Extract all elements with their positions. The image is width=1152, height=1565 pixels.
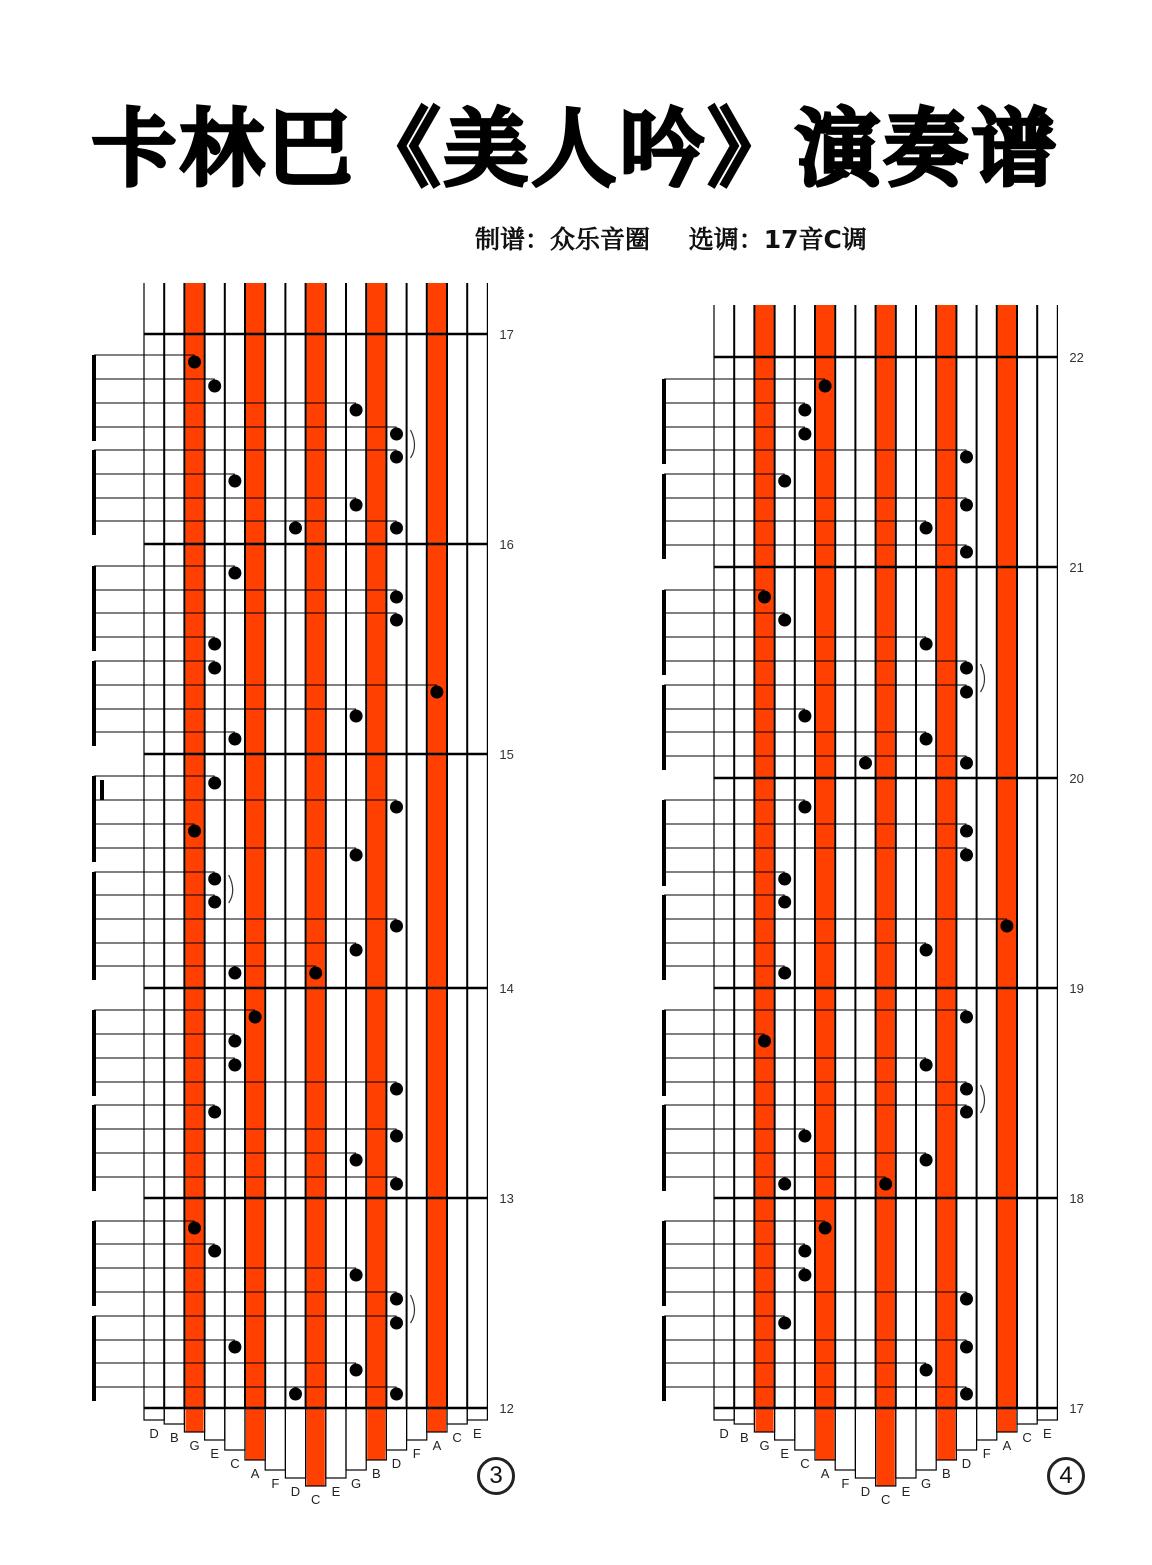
orange-key-bar [307, 283, 325, 1486]
measure-number: 14 [499, 981, 514, 996]
note-dot [798, 428, 811, 441]
orange-key-bar [998, 305, 1016, 1432]
arpeggio-bracket [411, 1295, 415, 1323]
key-stub [407, 1408, 427, 1440]
key-label: F [412, 1446, 421, 1461]
orange-key-bar [428, 283, 446, 1432]
key-label: E [901, 1484, 911, 1499]
key-label: E [210, 1446, 220, 1461]
tab-staff-page-4 [570, 0, 1130, 1565]
note-dot [289, 522, 302, 535]
key-label: G [189, 1438, 200, 1453]
note-dot [798, 801, 811, 814]
measure-number: 15 [499, 747, 514, 762]
key-label: D [860, 1484, 871, 1499]
note-dot [778, 1317, 791, 1330]
note-dot [208, 1245, 221, 1258]
key-stub [956, 1408, 976, 1450]
note-dot [778, 967, 791, 980]
note-dot [960, 686, 973, 699]
key-stub [144, 1408, 164, 1420]
key-label: D [290, 1484, 301, 1499]
key-label: F [982, 1446, 991, 1461]
key-label: B [739, 1430, 749, 1445]
note-dot [920, 944, 933, 957]
key-label: A [1002, 1438, 1012, 1453]
note-dot [350, 710, 363, 723]
note-dot [249, 1011, 262, 1024]
note-dot [390, 1293, 403, 1306]
key-stub [467, 1408, 487, 1420]
key-stub [447, 1408, 467, 1424]
measure-number: 12 [499, 1401, 514, 1416]
key-stub [1017, 1408, 1037, 1424]
note-dot [390, 920, 403, 933]
note-dot [960, 825, 973, 838]
note-dot [390, 1130, 403, 1143]
measure-number: 22 [1069, 350, 1084, 365]
note-dot [798, 710, 811, 723]
note-dot [228, 967, 241, 980]
note-dot [390, 801, 403, 814]
note-dot [960, 757, 973, 770]
note-dot [920, 733, 933, 746]
orange-key-bar [937, 305, 955, 1460]
note-dot [778, 1178, 791, 1191]
key-label: A [432, 1438, 442, 1453]
key-stub [1037, 1408, 1057, 1420]
measure-number: 18 [1069, 1191, 1084, 1206]
note-dot [879, 1178, 892, 1191]
note-dot [208, 896, 221, 909]
note-dot [798, 404, 811, 417]
note-dot [960, 1106, 973, 1119]
note-dot [208, 1106, 221, 1119]
key-label: E [1042, 1426, 1052, 1441]
key-label: A [820, 1466, 830, 1481]
key-stub [164, 1408, 184, 1424]
note-dot [188, 1222, 201, 1235]
note-dot [390, 1178, 403, 1191]
tab-sheet-page-4 [570, 0, 1090, 1507]
key-label: F [271, 1476, 280, 1491]
note-dot [390, 614, 403, 627]
note-dot [228, 733, 241, 746]
key-stub [225, 1408, 245, 1450]
key-stub [795, 1408, 815, 1450]
measure-number: 20 [1069, 771, 1084, 786]
note-dot [390, 1388, 403, 1401]
arranger-credit: 制谱：众乐音圈 [475, 225, 651, 254]
note-dot [309, 967, 322, 980]
key-label: G [759, 1438, 770, 1453]
key-label: E [780, 1446, 790, 1461]
orange-key-bar [877, 305, 895, 1486]
page-title: 卡林巴《美人吟》演奏谱 [91, 100, 1060, 198]
note-dot [920, 1154, 933, 1167]
note-dot [778, 896, 791, 909]
orange-key-bar [246, 283, 264, 1460]
key-stub [205, 1408, 225, 1440]
key-label: B [371, 1466, 381, 1481]
key-label: G [351, 1476, 362, 1491]
key-label: D [719, 1426, 729, 1441]
note-dot [960, 1341, 973, 1354]
key-label: C [800, 1456, 810, 1471]
key-stub [916, 1408, 936, 1470]
note-dot [228, 1341, 241, 1354]
measure-number: 17 [499, 327, 514, 342]
note-dot [188, 356, 201, 369]
note-dot [390, 591, 403, 604]
key-stub [326, 1408, 346, 1478]
note-dot [228, 475, 241, 488]
key-label: A [250, 1466, 260, 1481]
key-label: B [941, 1466, 951, 1481]
note-dot [960, 1011, 973, 1024]
note-dot [798, 1245, 811, 1258]
note-dot [960, 1388, 973, 1401]
note-dot [350, 1154, 363, 1167]
tab-sheet-page-3 [0, 0, 520, 1507]
key-stub [977, 1408, 997, 1440]
note-dot [960, 1293, 973, 1306]
key-stub [386, 1408, 406, 1450]
note-dot [960, 451, 973, 464]
note-dot [208, 777, 221, 790]
orange-key-bar [185, 283, 203, 1432]
tab-staff-page-3 [0, 0, 560, 1565]
note-dot [188, 825, 201, 838]
page-number-badge: 4 [1047, 1457, 1085, 1495]
note-dot [350, 1269, 363, 1282]
note-dot [208, 662, 221, 675]
key-label: D [391, 1456, 402, 1471]
arpeggio-bracket [981, 664, 985, 692]
key-label: B [169, 1430, 179, 1445]
note-dot [208, 380, 221, 393]
note-dot [859, 757, 872, 770]
note-dot [920, 638, 933, 651]
key-stub [346, 1408, 366, 1470]
measure-number: 16 [499, 537, 514, 552]
note-dot [798, 1130, 811, 1143]
note-dot [228, 1059, 241, 1072]
note-dot [208, 638, 221, 651]
note-dot [758, 1035, 771, 1048]
key-stub [285, 1408, 305, 1478]
note-dot [778, 614, 791, 627]
note-dot [390, 428, 403, 441]
note-dot [350, 849, 363, 862]
key-label: C [311, 1492, 321, 1507]
arpeggio-bracket [229, 875, 233, 903]
page-number-badge: 3 [477, 1457, 515, 1495]
note-dot [390, 522, 403, 535]
note-dot [289, 1388, 302, 1401]
key-label: G [921, 1476, 932, 1491]
key-label: C [230, 1456, 240, 1471]
key-label: E [472, 1426, 482, 1441]
note-dot [819, 1222, 832, 1235]
note-dot [350, 404, 363, 417]
tuning-info: 选调：17音C调 [688, 225, 867, 254]
orange-key-bar [367, 283, 385, 1460]
arpeggio-bracket [411, 430, 415, 458]
key-label: D [149, 1426, 159, 1441]
key-stub [265, 1408, 285, 1470]
note-dot [960, 1083, 973, 1096]
note-dot [778, 475, 791, 488]
key-label: F [841, 1476, 850, 1491]
note-dot [228, 1035, 241, 1048]
note-dot [758, 591, 771, 604]
key-stub [714, 1408, 734, 1420]
note-dot [350, 1364, 363, 1377]
measure-number: 21 [1069, 560, 1084, 575]
note-dot [1000, 920, 1013, 933]
note-dot [819, 380, 832, 393]
key-stub [775, 1408, 795, 1440]
note-dot [390, 451, 403, 464]
note-dot [778, 873, 791, 886]
note-dot [390, 1083, 403, 1096]
key-label: E [331, 1484, 341, 1499]
arpeggio-bracket [981, 1085, 985, 1113]
note-dot [920, 522, 933, 535]
measure-number: 13 [499, 1191, 514, 1206]
note-dot [960, 849, 973, 862]
note-dot [430, 686, 443, 699]
note-dot [350, 499, 363, 512]
note-dot [920, 1059, 933, 1072]
key-stub [896, 1408, 916, 1478]
note-dot [390, 1317, 403, 1330]
note-dot [960, 546, 973, 559]
measure-number: 19 [1069, 981, 1084, 996]
key-label: C [452, 1430, 462, 1445]
key-label: D [961, 1456, 972, 1471]
key-label: C [1022, 1430, 1032, 1445]
key-stub [734, 1408, 754, 1424]
note-dot [960, 662, 973, 675]
measure-number: 17 [1069, 1401, 1084, 1416]
note-dot [228, 567, 241, 580]
key-label: C [881, 1492, 891, 1507]
note-dot [798, 1269, 811, 1282]
key-stub [855, 1408, 875, 1478]
note-dot [920, 1364, 933, 1377]
orange-key-bar [816, 305, 834, 1460]
key-stub [835, 1408, 855, 1470]
note-dot [350, 944, 363, 957]
note-dot [960, 499, 973, 512]
note-dot [208, 873, 221, 886]
